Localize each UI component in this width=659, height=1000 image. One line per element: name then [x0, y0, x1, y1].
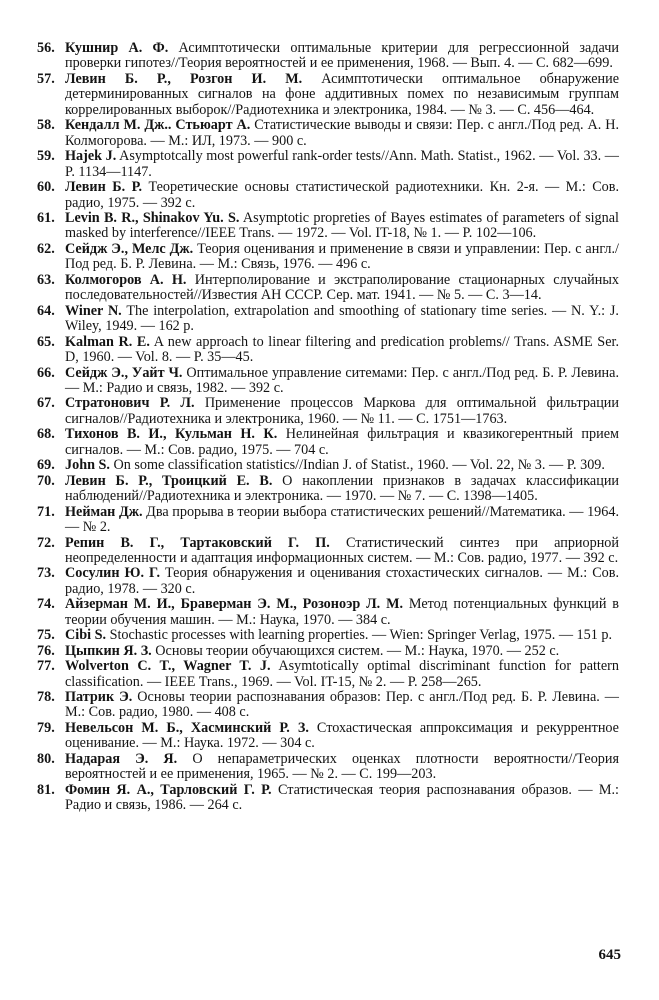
reference-authors: Сейдж Э., Уайт Ч. [65, 364, 183, 381]
reference-item [37, 364, 619, 397]
reference-authors: John S. [65, 457, 110, 474]
reference-text: Применение процессов Маркова для оптимальной фильтрации сигналов//Радиотехника и электроника, 1960. — № 11. — С. 1751—1763. [65, 395, 619, 427]
reference-authors: Кендалл М. Дж.. Стьюарт А. [65, 117, 251, 134]
reference-authors: Колмогоров А. Н. [65, 271, 187, 288]
reference-item [37, 642, 619, 659]
reference-authors: Сосулин Ю. Г. [65, 565, 161, 582]
reference-number: 77. [37, 658, 55, 675]
reference-authors: Winer N. [65, 302, 122, 319]
reference-authors: Невельсон М. Б., Хасминский Р. З. [65, 719, 309, 736]
reference-item [37, 179, 620, 211]
reference-item [37, 70, 619, 118]
reference-number: 59. [37, 148, 55, 165]
reference-number: 78. [37, 689, 55, 706]
reference-authors: Репин В. Г., Тартаковский Г. П. [65, 534, 330, 551]
reference-text: Интерполирование и экстраполирование стационарных случайных последовательностей//Известия АН СССР. Сер. мат. 1941. — № 5. — С. 3—14. [65, 271, 619, 304]
reference-authors: Фомин Я. А., Тарловский Г. Р. [65, 781, 272, 798]
reference-number: 76. [37, 642, 55, 659]
reference-number: 63. [37, 271, 55, 288]
reference-text: О непараметрических оценках плотности вероятности//Теория вероятностей и ее применения, 1965. — № 2. — С. 199—203. [65, 750, 619, 783]
reference-number: 74. [37, 596, 55, 613]
reference-item [37, 148, 619, 180]
reference-item [37, 426, 619, 458]
reference-text: Асимптотически оптимальное обнаружение детерминированных сигналов на фоне аддитивных помех по независимым группам коррелированных выборок//Радиотехника и электроника, 1984. — № 3. — С. 456—464. [65, 70, 619, 118]
reference-text: Теория обнаружения и оценивания стохастических сигналов. — М.: Сов. радио, 1978. — 320 с. [65, 565, 619, 597]
reference-number: 64. [37, 302, 55, 319]
reference-list [37, 40, 620, 814]
reference-authors: Левин Б. Р. [65, 179, 143, 196]
reference-number: 56. [37, 40, 55, 56]
reference-authors: Hajek J. [65, 148, 117, 165]
reference-item [37, 457, 619, 474]
reference-text: Основы теории распознавания образов: Пер. с англ./Под ред. Б. Р. Левина. — М.: Сов. радио, 1980. — 408 с. [65, 689, 619, 721]
reference-authors: Левин Б. Р., Розгон И. М. [65, 70, 303, 87]
reference-number: 70. [37, 472, 55, 489]
reference-authors: Wolverton C. T., Wagner T. J. [65, 658, 271, 675]
reference-item [37, 534, 619, 567]
reference-authors: Айзерман М. И., Браверман Э. М., Розоноэр Л. М. [65, 596, 404, 613]
reference-number: 58. [37, 117, 55, 134]
reference-number: 73. [37, 565, 55, 582]
reference-item [37, 750, 619, 783]
reference-text: Теория оценивания и применение в связи и управлении: Пер. с англ./Под ред. Б. Р. Левина. — М.: Связь, 1976. — 496 с. [65, 240, 619, 273]
reference-text: Статистический синтез при априорной неопределенности и адаптация информационных систем. — М.: Сов. радио, 1977. — 392 с. [65, 534, 619, 566]
reference-number: 66. [37, 364, 55, 381]
reference-text: О накоплении признаков в задачах классификации наблюдений//Радиотехника и электроника. — 1970. — № 7. — С. 1398—1405. [65, 472, 620, 505]
reference-number: 75. [37, 627, 55, 644]
reference-item [37, 395, 619, 427]
reference-text: Asymptotcally most powerful rank-order tests//Ann. Math. Statist., 1962. — Vol. 33. — P. 1134—1147. [65, 148, 619, 180]
reference-authors: Патрик Э. [65, 689, 133, 706]
reference-number: 79. [37, 719, 55, 736]
reference-text: Стохастическая аппроксимация и рекуррентное оценивание. — М.: Наука. 1972. — 304 с. [65, 719, 619, 752]
reference-number: 60. [37, 179, 55, 196]
reference-item [37, 719, 619, 752]
reference-item [37, 271, 619, 304]
reference-authors: Цыпкин Я. З. [65, 642, 152, 659]
reference-number: 69. [37, 457, 55, 474]
reference-number: 67. [37, 395, 55, 412]
reference-number: 81. [37, 781, 55, 798]
reference-text: Stochastic processes with learning properties. — Wien: Springer Verlag, 1975. — 151 p. [106, 627, 613, 644]
reference-item [37, 658, 619, 690]
reference-number: 80. [37, 750, 55, 767]
reference-item [37, 240, 619, 273]
reference-number: 61. [37, 209, 55, 226]
reference-text: Asymptotic propreties of Bayes estimates of parameters of signal masked by interference//IEEE Trans. — 1972. — Vol. IT-18, № 1. — P. 102—106. [65, 209, 619, 242]
reference-number: 72. [37, 534, 55, 551]
reference-item [37, 503, 620, 536]
reference-number: 57. [37, 70, 55, 87]
reference-item [37, 40, 619, 72]
reference-authors: Надарая Э. Я. [65, 750, 178, 767]
reference-text: Основы теории обучающихся систем. — М.: Наука, 1970. — 252 с. [151, 642, 560, 659]
page-number: 645 [598, 947, 621, 963]
reference-item [37, 209, 619, 242]
reference-item [37, 689, 619, 721]
reference-text: A new approach to linear filtering and predication problems// Trans. ASME Ser. D, 1960. — Vol. 8. — P. 35—45. [65, 333, 619, 366]
reference-text: Два прорыва в теории выбора статистических решений//Математика. — 1964. — № 2. [65, 503, 620, 536]
reference-authors: Cibi S. [65, 627, 107, 644]
reference-authors: Кушнир А. Ф. [65, 40, 169, 56]
reference-item [37, 472, 620, 505]
reference-number: 62. [37, 240, 55, 257]
reference-text: Теоретические основы статистической радиотехники. Кн. 2-я. — М.: Сов. радио, 1975. — 392 с. [65, 179, 620, 211]
reference-item [37, 117, 620, 149]
reference-text: Метод потенциальных функций в теории обучения машин. — М.: Наука, 1970. — 384 с. [65, 596, 619, 628]
reference-text: Статистическая теория распознавания образов. — М.: Радио и связь, 1986. — 264 с. [65, 781, 619, 814]
reference-authors: Стратонович Р. Л. [65, 395, 195, 412]
reference-item [37, 565, 619, 597]
reference-text: Статистические выводы и связи: Пер. с англ./Под ред. А. Н. Колмогорова. — М.: ИЛ, 1973. — 900 с. [65, 117, 620, 149]
reference-text: Asymtotically optimal discriminant function for pattern classification. — IEEE Trans., 1969. — Vol. IT-15, № 2. — P. 258—265. [65, 658, 619, 690]
reference-item [37, 302, 619, 335]
reference-item [37, 627, 619, 644]
reference-authors: Левин Б. Р., Троицкий Е. В. [65, 472, 273, 489]
reference-item [37, 781, 619, 814]
reference-authors: Тихонов В. И., Кульман Н. К. [65, 426, 278, 443]
reference-number: 71. [37, 503, 55, 520]
reference-authors: Levin B. R., Shinakov Yu. S. [65, 209, 240, 226]
reference-number: 65. [37, 333, 55, 350]
reference-text: Оптимальное управление ситемами: Пер. с англ./Под ред. Б. Р. Левина. — М.: Радио и связь, 1982. — 392 с. [65, 364, 619, 396]
reference-number: 68. [37, 426, 55, 443]
reference-authors: Kalman R. E. [65, 333, 150, 350]
reference-authors: Сейдж Э., Мелс Дж. [65, 240, 194, 257]
reference-text: Нелинейная фильтрация и квазикогерентный прием сигналов. — М.: Сов. радио, 1975. — 704 с. [65, 426, 619, 458]
reference-text: The interpolation, extrapolation and smoothing of stationary time series. — N. Y.: J. Wiley, 1949. — 162 p. [65, 302, 619, 335]
reference-text: On some classification statistics//Indian J. of Statist., 1960. — Vol. 22, № 3. — P. 309. [109, 457, 605, 474]
reference-item [37, 333, 619, 366]
reference-item [37, 596, 619, 628]
reference-authors: Нейман Дж. [65, 503, 143, 520]
reference-text: Асимптотически оптимальные критерии для регрессионной задачи проверки гипотез//Теория вероятностей и ее применения, 1968. — Вып. 4. — С. 682—699. [65, 40, 619, 72]
